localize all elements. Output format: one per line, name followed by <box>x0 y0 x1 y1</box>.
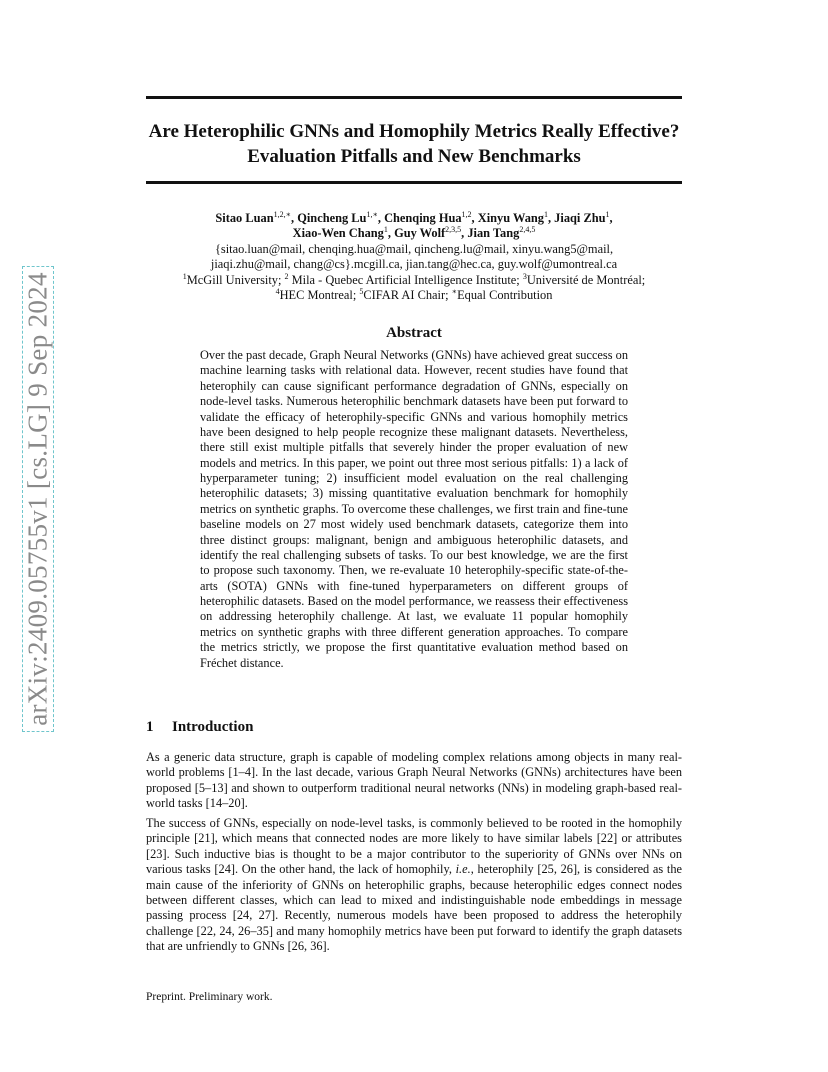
author-names: Sitao Luan$^{1,2,∗}$, Qincheng $Lu^{1,∗}$, Chenqing Hua$^{1,2}$, Xinyu Wang$^1$, Jiaqi Zhu$^1$, Xiao-Wen Chang$^1$, Guy Wolf$^{2,3,5}$, Jian Tang$^{2,4,5}$ <box>215 209 613 241</box>
introduction-paragraph-2: The success of GNNs, especially on node-level tasks, is commonly believed to be rooted in the homophily principle [21], which means that connected nodes are more likely to have similar labels [22] or attributes [23]. Such inductive bias is thought to be a major contributor to the superiority of GNNs over NNs on various tasks [24]. On the other hand, the lack of homophily, i.e., heterophily [25, 26], is considered as the main cause of the inferiority of GNNs on heterophilic graphs, because heterophilic edges connect nodes between different classes, which can lead to mixed and indistinguishable node embeddings in message passing process [24, 27]. Recently, numerous models have been proposed to address the heterophily challenge [22, 24, 26–35] and many homophily metrics have been put forward to identify the graph datasets that are unfriendly to GNNs [26, 36]. <box>146 816 682 954</box>
abstract-heading: Abstract <box>386 325 442 341</box>
footer-note: Preprint. Preliminary work. <box>146 991 273 1003</box>
title-rule-top <box>146 96 682 99</box>
introduction-paragraph-1: As a generic data structure, graph is capable of modeling complex relations among objects in many real-world problems [1–4]. In the last decade, various Graph Neural Networks (GNNs) architectures have been proposed [5–13] and shown to outperform traditional neural networks (NNs) in modeling graph-based real-world tasks [14–20]. <box>146 750 682 811</box>
author-affiliations: $^1$McGill University; $^2$ Mila - Quebec Artificial Intelligence Institute; $^3$Université de Montréal; $^4$HEC Montreal; $^5$CIFAR AI Chair; ∗Equal Contribution <box>182 271 646 303</box>
paper-title: Are Heterophilic GNNs and Homophily Metrics Really Effective? Evaluation Pitfalls and New Benchmarks <box>148 121 680 167</box>
author-emails-line-2: jiaqi.zhu@mail, chang@cs}.mcgill.ca, jian.tang@hec.ca, guy.wolf@umontreal.ca <box>210 257 618 272</box>
arxiv-sidebar[interactable] <box>18 266 58 732</box>
arxiv-identifier[interactable]: arXiv:2409.05755v1 [cs.LG] 9 Sep 2024 <box>22 272 53 726</box>
title-rule-bottom <box>146 181 682 184</box>
author-emails-line-1: {sitao.luan@mail, chenqing.hua@mail, qincheng.lu@mail, xinyu.wang5@mail, <box>214 241 614 256</box>
section-heading-introduction <box>146 719 253 736</box>
section-number: 1 <box>146 719 154 735</box>
section-title: Introduction <box>172 719 254 735</box>
abstract-text: Over the past decade, Graph Neural Networks (GNNs) have achieved great success on machine learning tasks with relational data. However, recent studies have found that heterophily can cause significant performance degradation of GNNs, especially on node-level tasks. Numerous heterophilic benchmark datasets have been put forward to validate the efficacy of heterophily-specific GNNs and various homophily metrics have been designed to help people recognize these malignant datasets. Nevertheless, there still exist multiple pitfalls that severely hinder the proper evaluation of new models and metrics. In this paper, we point out three most serious pitfalls: 1) a lack of hyperparameter tuning; 2) insufficient model evaluation on the real challenging heterophilic datasets; 3) missing quantitative evaluation benchmark for homophily metrics on synthetic graphs. To overcome these challenges, we first train and fine-tune baseline models on 27 most widely used benchmark datasets, categorize them into three distinct groups: malignant, benign and ambiguous heterophilic datasets, and identify the real challenging subsets of tasks. To our best knowledge, we are the first to propose such taxonomy. Then, we re-evaluate 10 heterophily-specific state-of-the-arts (SOTA) GNNs with fine-tuned hyperparameters on different groups of heterophilic datasets. Based on the model performance, we reassess their effectiveness on addressing heterophily challenge. At last, we evaluate 11 popular homophily metrics on synthetic graphs with three different generation approaches. To compare the metrics strictly, we propose the first quantitative evaluation method based on Fréchet distance. <box>200 348 628 670</box>
author-block <box>160 211 668 303</box>
